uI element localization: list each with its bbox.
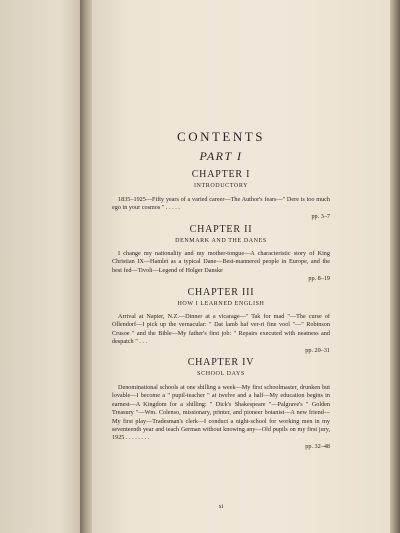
chapter-2-subtitle: DENMARK AND THE DANES	[175, 238, 267, 244]
left-page	[0, 0, 86, 533]
chapter-4-pages: pp. 32–48	[305, 442, 330, 450]
chapter-3-pages: pp. 20–31	[305, 346, 330, 354]
chapter-3-heading: CHAPTER III	[187, 287, 255, 298]
chapter-2-summary	[112, 250, 330, 284]
chapter-2-heading: CHAPTER II	[189, 224, 253, 235]
chapter-1-pages: pp. 3–7	[311, 212, 330, 220]
chapter-3-subtitle: HOW I LEARNED ENGLISH	[177, 301, 265, 307]
chapter-2-summary-text: I change my nationality and my mother-tongue—A characteristic story of King Christian IX—Hamlet as a typical Dane—Best-mannered people in Europe, and the best fed—Tivoli—Legend of Holger Danske	[112, 250, 330, 274]
chapter-4-summary-text: Denominational schools at one shilling a week—My first schoolmaster, drunken but lovable—I become a " pupil-teacher " at twelve and a half—My education begins in earnest—A Kingdom for a shilling: " Dick's Shakespeare "—Palgrave's " Golden Treasury "—Wm. Colenso, missionary, printer, and pioneer botanist—A new friend—My first play—Tradesman's clerk—I conduct a night-school for working men in my seventeenth year and teach German without knowing any—Old pupils on my first jury, 1925 . . . . . . . .	[112, 384, 330, 442]
page-edge	[390, 0, 400, 533]
chapter-4-summary	[112, 384, 330, 451]
contents-title: CONTENTS	[177, 129, 265, 144]
chapter-1-summary-text: 1835–1925—Fifty years of a varied career—The Author's fears—" Dere is too much ego in your cosmos " . . . . .	[112, 196, 330, 212]
chapter-1-subtitle: INTRODUCTORY	[193, 183, 249, 189]
chapter-4-subtitle: SCHOOL DAYS	[197, 371, 245, 377]
chapter-3-summary	[112, 313, 330, 355]
chapter-3-summary-text: Arrival at Napier, N.Z.—Dinner at a vicarage—" Tak for mad "—The curse of Ollendorf—I pick up the vernacular: " Dat lamb haf ver-ri fine vool "—" Robinson Crusoe " and the Bible—My father's first job: " Repairs executed with neatness and despatch " . . .	[112, 313, 330, 346]
page-number: xi	[218, 504, 224, 510]
part-title: PART I	[199, 149, 243, 163]
chapter-1-summary	[112, 196, 330, 221]
chapter-1-heading: CHAPTER I	[191, 169, 251, 180]
contents-page	[112, 0, 330, 533]
chapter-4-heading: CHAPTER IV	[187, 357, 255, 368]
chapter-2-pages: pp. 8–19	[308, 275, 330, 283]
